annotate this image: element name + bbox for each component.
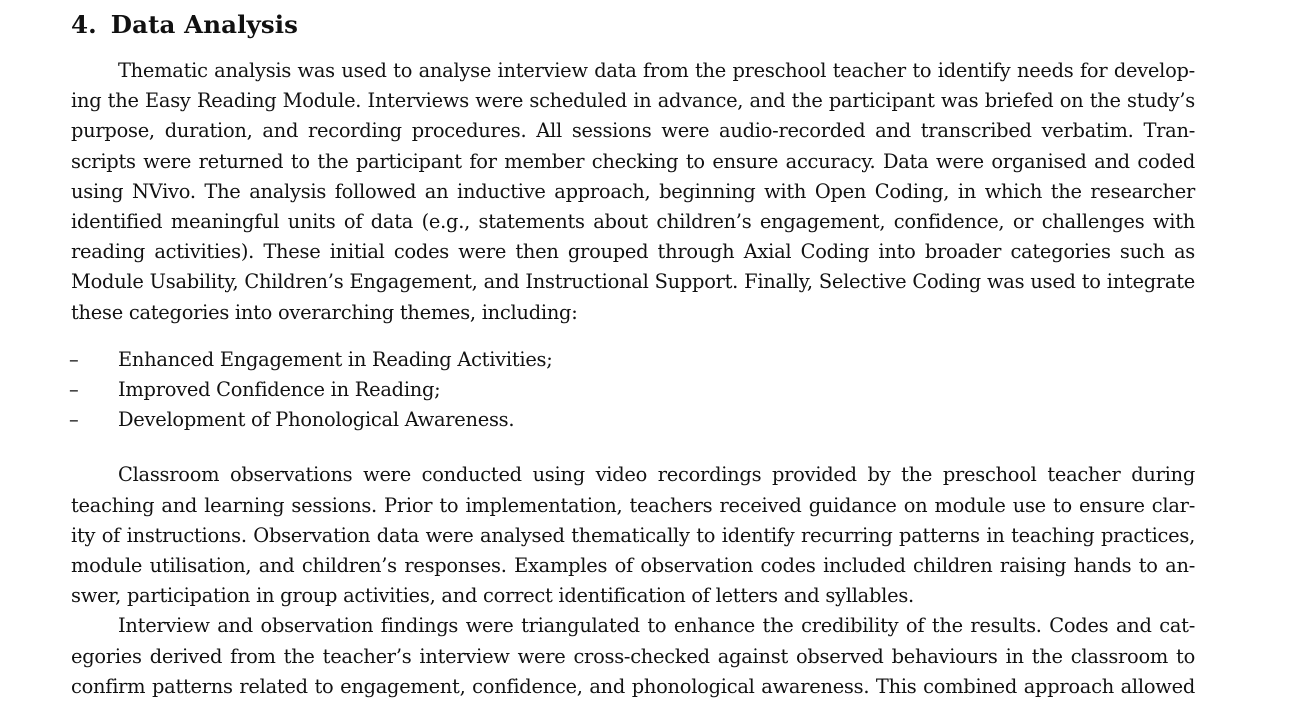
paragraph-line: Classroom observations were conducted using video recordings provided by the preschool teacher during bbox=[118, 463, 1195, 487]
list-item-text: Improved Confidence in Reading; bbox=[118, 378, 441, 402]
list-dash: – bbox=[69, 408, 79, 432]
list-dash: – bbox=[69, 378, 79, 402]
list-item-text: Enhanced Engagement in Reading Activities; bbox=[118, 347, 553, 371]
section-title: Data Analysis bbox=[110, 10, 299, 39]
paragraph-line: swer, participation in group activities, and correct identification of letters and syllables. bbox=[71, 584, 914, 608]
paragraph-classroom-observations bbox=[71, 460, 1195, 611]
themes-list bbox=[71, 345, 1195, 436]
list-item bbox=[71, 375, 1195, 405]
list-item-text: Development of Phonological Awareness. bbox=[118, 408, 515, 432]
paper-page bbox=[71, 0, 1195, 702]
paragraph-line: module utilisation, and children’s responses. Examples of observation codes included children raising hands to an- bbox=[71, 554, 1195, 578]
paragraph-line: Interview and observation findings were triangulated to enhance the credibility of the results. Codes and cat- bbox=[118, 614, 1195, 638]
paragraph-line: Module Usability, Children’s Engagement, and Instructional Support. Finally, Selective Coding was used to integrate bbox=[71, 270, 1195, 294]
paragraph-line: teaching and learning sessions. Prior to implementation, teachers received guidance on module use to ensure clar- bbox=[71, 493, 1195, 517]
paragraph-line: ing the Easy Reading Module. Interviews were scheduled in advance, and the participant was briefed on the study’s bbox=[71, 89, 1195, 113]
paragraph-line: these categories into overarching themes, including: bbox=[71, 300, 578, 324]
list-item bbox=[71, 345, 1195, 375]
paragraph-line: scripts were returned to the participant for member checking to ensure accuracy. Data were organised and coded bbox=[71, 149, 1195, 173]
list-item bbox=[71, 405, 1195, 435]
paragraph-line: purpose, duration, and recording procedures. All sessions were audio-recorded and transcribed verbatim. Tran- bbox=[71, 119, 1195, 143]
paragraph-line: Thematic analysis was used to analyse interview data from the preschool teacher to identify needs for develop- bbox=[118, 59, 1195, 82]
list-dash: – bbox=[69, 347, 79, 371]
paragraph-line: using NVivo. The analysis followed an inductive approach, beginning with Open Coding, in which the researcher bbox=[71, 179, 1195, 203]
paragraph-line: reading activities). These initial codes were then grouped through Axial Coding into broader categories such as bbox=[71, 240, 1195, 264]
paragraph-line: confirm patterns related to engagement, confidence, and phonological awareness. This combined approach allowed bbox=[71, 674, 1195, 698]
paragraph-line: identified meaningful units of data (e.g., statements about children’s engagement, confidence, or challenges with bbox=[71, 210, 1195, 234]
paragraph-line: egories derived from the teacher’s interview were cross-checked against observed behaviours in the classroom to bbox=[71, 644, 1195, 668]
paragraph-thematic-analysis bbox=[71, 56, 1195, 328]
paragraph-triangulation bbox=[71, 611, 1195, 702]
section-heading bbox=[71, 0, 1195, 40]
paragraph-line: ity of instructions. Observation data were analysed thematically to identify recurring patterns in teaching practices, bbox=[71, 523, 1195, 547]
section-number: 4. bbox=[71, 10, 97, 39]
